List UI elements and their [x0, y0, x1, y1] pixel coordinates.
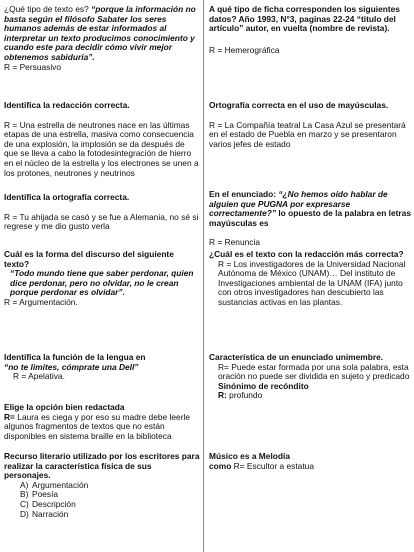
question-text: ¿Cuál es el texto con la redacción más correcta?	[209, 249, 404, 259]
question-text: A qué tipo de ficha corresponden los siguientes datos? Año 1993, N°3, paginas 22-24 “titulo del artículo” autor, en vuelta (nombre de revista).	[209, 4, 400, 34]
question-redaction	[4, 101, 200, 178]
question-text: Cuál es la forma del discurso del siguiente texto?	[4, 249, 174, 269]
question-text: En el enunciado: “¿No hemos oído hablar de alguien que PUGNA por expresarse correctamente?” lo opuesto de la palabra en letras mayúsculas es	[209, 189, 412, 228]
question-opposite-word	[209, 190, 412, 248]
question-language-function	[4, 353, 200, 382]
answer-text: R = Hemerográfica	[209, 44, 280, 55]
question-analogy	[209, 452, 412, 471]
question-text-type	[4, 5, 200, 72]
answer-text: R = Una estrella de neutrones nace en las últimas etapas de una estrella, masiva como consecuencia de una explosión, la implosión se da después de que se lleva a cabo la fotodesintegración de hierro en el núcleo de la estrella y los electrones se unen a los protones, neutrones y neutrinos	[4, 119, 199, 178]
question-text: Elige la opción bien redactada	[4, 402, 125, 412]
answer-text: R = La Compañía teatral La Casa Azul se presentará en el estado de Puebla en marzo y se presentaron varios jefes de estado	[209, 119, 406, 149]
answer-text: como R= Escultor a estatua	[209, 460, 314, 471]
answer-text: R = Los investigadores de la Universidad Nacional Autónoma de México (UNAM)… Del instituto de Investigaciones ambiental de la UNAM (IFA) junto con otros investigadores han descubierto las sustancias activas en las plantas.	[218, 258, 406, 307]
quote-text: “no te limites, cómprate una Dell”	[4, 361, 139, 372]
option-a: A) Argumentación	[20, 479, 89, 490]
question-text: Identifica la redacción correcta.	[4, 100, 130, 110]
answer-text: R = Persuasivo	[4, 61, 62, 72]
question-text: Ortografía correcta en el uso de mayúsculas.	[209, 100, 389, 110]
answer-text: R = Apelativa.	[13, 371, 65, 382]
question-literary-resource	[4, 452, 200, 519]
question-card-type	[209, 5, 412, 55]
question-well-written	[4, 403, 200, 441]
question-best-redaction	[209, 250, 412, 308]
answer-text: R = Renuncia	[209, 237, 260, 248]
question-discourse	[4, 250, 200, 308]
question-text: Identifica la ortografía correcta.	[4, 192, 130, 202]
question-orthography	[4, 193, 200, 232]
answer-text: R= Puede estar formada por una sola palabra, esta oración no puede ser dividida en sujeto y predicado	[218, 361, 410, 382]
option-b: B) Poesía	[20, 489, 59, 500]
option-d: D) Narración	[20, 508, 69, 519]
quote-text: “Todo mundo tiene que saber perdonar, quien dice perdonar, pero no olvidar, no le crean porque perdonar es olvidar”.	[10, 268, 194, 298]
question-text: Sinónimo de recóndito	[218, 380, 309, 391]
answer-text: R= Laura es ciega y por eso su madre debe leerle algunos fragmentos de textos que no están disponibles en sistema braille en la biblioteca	[4, 411, 191, 441]
answer-text: R = Argumentación.	[4, 296, 78, 307]
question-text: ¿Qué tipo de texto es? “porque la información no basta según el filósofo Sabater los seres humanos además de estar informados al interpretar un texto producimos conocimiento y cuando este para decidir cómo vivir mejor obtenemos sabiduría”.	[4, 4, 196, 62]
question-text: Músico es a Melodía	[209, 451, 290, 461]
question-text: Recurso literario utilizado por los escritores para realizar la característica física de sus personajes.	[4, 451, 200, 481]
column-divider	[203, 0, 204, 552]
question-text: Identifica la función de la lengua en	[4, 352, 146, 362]
answer-text: R = Tu ahijada se casó y se fue a Alemania, no sé si regrese y me dio gusto verla	[4, 211, 199, 232]
answer-text: R: profundo	[218, 390, 263, 401]
question-capitals	[209, 101, 412, 149]
option-c: C) Descripción	[20, 498, 76, 509]
question-unimembre	[209, 353, 412, 401]
question-text: Característica de un enunciado unimembre.	[209, 352, 384, 362]
